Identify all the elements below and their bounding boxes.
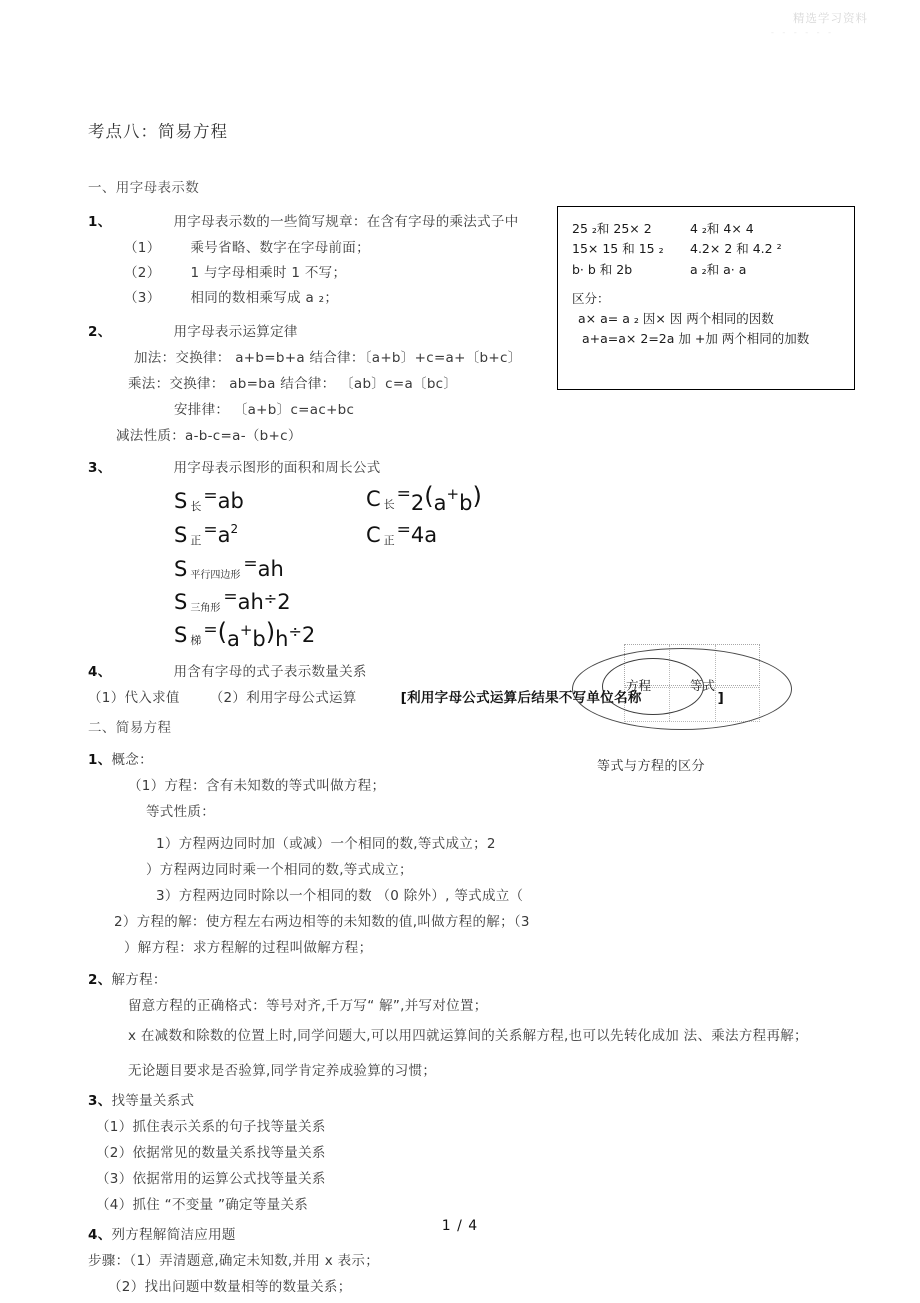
s2-item-2 bbox=[88, 968, 848, 988]
item-1-sub-2 bbox=[88, 261, 848, 281]
infobox-distinguish-line: a× a= a ₂ 因× 因 两个相同的因数 bbox=[578, 311, 774, 326]
item-2-text: 用字母表示运算定律 bbox=[173, 324, 298, 340]
formula-s-trapezoid: S 梯=(a+b)h÷2 bbox=[174, 618, 316, 651]
item-4-subline bbox=[88, 686, 848, 706]
item-2-number: 2、 bbox=[88, 324, 112, 340]
s2-item-1-line-1: （1）方程：含有未知数的等式叫做方程； bbox=[128, 778, 386, 794]
s2-item-1-number: 1、 bbox=[88, 752, 112, 768]
infobox-cell-right: a ₂和 a· a bbox=[690, 261, 747, 277]
item-4-note-close: ] bbox=[717, 690, 725, 706]
section-one-heading: 一、用字母表示数 bbox=[88, 180, 200, 196]
formula-s-parallelogram: S 平行四边形=ah bbox=[174, 554, 284, 581]
item-2 bbox=[88, 320, 848, 340]
s2-item-2-line-3: 无论题目要求是否验算,同学肯定养成验算的习惯； bbox=[128, 1062, 437, 1079]
formula-subscript: 平行四边形 bbox=[190, 570, 241, 581]
item-1 bbox=[88, 210, 848, 230]
item-4-sub-b: （2）利用字母公式运算 bbox=[209, 690, 357, 706]
page-title: 考点八：简易方程 bbox=[88, 122, 228, 141]
s2-item-4-line-2: （2）找出问题中数量相等的数量关系； bbox=[108, 1278, 352, 1295]
formula-subscript: 三角形 bbox=[190, 603, 221, 614]
sub-text: 1 与字母相乘时 1 不写； bbox=[190, 265, 347, 281]
item-2-line-1: 加法：交换律： a+b=b+a 结合律：〔a+b〕+c=a+〔b+c〕 bbox=[134, 350, 522, 366]
formula-subscript: 正 bbox=[383, 534, 395, 547]
sub-number: （2） bbox=[124, 265, 161, 281]
infobox-cell-left: 25 ₂和 25× 2 bbox=[572, 221, 652, 236]
s2-item-2-line-1: 留意方程的正确格式：等号对齐,千万写“ 解”,并写对位置； bbox=[128, 998, 488, 1014]
s2-item-4-line-1: 步骤：（1）弄清题意,确定未知数,并用 x 表示； bbox=[88, 1252, 379, 1269]
s2-item-1-line-2: 等式性质： bbox=[146, 804, 215, 820]
venn-outer-label: 等式 bbox=[690, 678, 716, 693]
item-4-note: [利用字母公式运算后结果不写单位名称 bbox=[400, 690, 642, 706]
item-3-text: 用字母表示图形的面积和周长公式 bbox=[173, 460, 381, 476]
item-1-sub-1 bbox=[88, 236, 848, 256]
s2-item-1-line-3: 1）方程两边同时加（或减）一个相同的数,等式成立；2 bbox=[156, 836, 496, 852]
s2-item-3 bbox=[88, 1089, 848, 1109]
formula-subscript: 长 bbox=[383, 498, 395, 511]
formula-s-triangle: S 三角形=ah÷2 bbox=[174, 587, 291, 614]
infobox-distinguish-line: a+a=a× 2=2a 加 +加 两个相同的加数 bbox=[582, 331, 810, 347]
watermark-text: 精选学习资料 bbox=[793, 11, 868, 25]
s2-item-1-line-4: ）方程两边同时乘一个相同的数,等式成立； bbox=[146, 862, 413, 878]
s2-item-2-text: 解方程： bbox=[111, 972, 167, 988]
s2-item-1-line-7: ）解方程：求方程解的过程叫做解方程； bbox=[124, 940, 373, 956]
infobox-distinguish-label: 区分： bbox=[572, 290, 610, 306]
formula-c-square: C 正=4a bbox=[366, 520, 438, 547]
s2-item-2-line-2 bbox=[88, 1026, 848, 1047]
s2-item-3-text: 找等量关系式 bbox=[111, 1092, 195, 1109]
formula-block bbox=[88, 482, 848, 660]
section-two-heading: 二、简易方程 bbox=[88, 720, 172, 736]
infobox-cell-right: 4.2× 2 和 4.2 ² bbox=[690, 241, 782, 257]
sub-number: （1） bbox=[124, 240, 161, 256]
sub-text: 乘号省略、数字在字母前面； bbox=[190, 240, 370, 256]
s2-item-1-line-5: 3）方程两边同时除以一个相同的数 （0 除外）, 等式成立（ bbox=[156, 888, 524, 904]
formula-subscript: 正 bbox=[190, 534, 202, 547]
formula-subscript: 梯 bbox=[190, 634, 202, 647]
s2-item-4-text: 列方程解简洁应用题 bbox=[111, 1226, 236, 1243]
s2-item-3-number: 3、 bbox=[88, 1092, 112, 1109]
item-2-line-3: 安排律： 〔a+b〕c=ac+bc bbox=[174, 402, 355, 418]
watermark-subtext: - - - - - - bbox=[770, 28, 834, 37]
item-4-text: 用含有字母的式子表示数量关系 bbox=[173, 664, 367, 680]
item-2-line-2: 乘法：交换律： ab=ba 结合律： 〔ab〕c=a〔bc〕 bbox=[128, 376, 458, 392]
s2-item-3-line-3: （3）依据常用的运算公式找等量关系 bbox=[96, 1170, 326, 1187]
sub-number: （3） bbox=[124, 290, 161, 306]
formula-s-square: S 正$^=a^2$ bbox=[174, 520, 239, 547]
s2-item-2-line-2-text: x 在减数和除数的位置上时,同学问题大,可以用四就运算间的关系解方程,也可以先转化成加 法、乘法方程再解； bbox=[128, 1028, 808, 1044]
infobox-cell-left: b· b 和 2b bbox=[572, 261, 633, 277]
document-body bbox=[88, 118, 848, 1301]
item-4 bbox=[88, 660, 848, 680]
s2-item-3-line-1: （1）抓住表示关系的句子找等量关系 bbox=[96, 1118, 326, 1135]
s2-item-4-number: 4、 bbox=[88, 1226, 112, 1243]
item-1-text: 用字母表示数的一些简写规章：在含有字母的乘法式子中 bbox=[173, 214, 519, 230]
formula-subscript: 长 bbox=[190, 500, 202, 513]
s2-item-3-line-4: （4）抓住 “不变量 ”确定等量关系 bbox=[96, 1196, 309, 1213]
item-3-number: 3、 bbox=[88, 460, 112, 476]
s2-item-3-line-2: （2）依据常见的数量关系找等量关系 bbox=[96, 1144, 326, 1161]
venn-caption: 等式与方程的区分 bbox=[597, 759, 706, 774]
infobox-cell-right: 4 ₂和 4× 4 bbox=[690, 221, 754, 236]
s2-item-1-line-6: 2）方程的解：使方程左右两边相等的未知数的值,叫做方程的解；（3 bbox=[114, 914, 530, 930]
item-4-sub-a: （1）代入求值 bbox=[88, 690, 180, 706]
s2-item-2-number: 2、 bbox=[88, 972, 112, 988]
sub-text: 相同的数相乘写成 a ₂； bbox=[190, 290, 339, 306]
formula-c-rectangle: C 长=2(a+b) bbox=[366, 482, 482, 515]
page-number: 1 / 4 bbox=[441, 1218, 479, 1234]
s2-item-1-text: 概念： bbox=[111, 752, 153, 768]
venn-inner-label: 方程 bbox=[626, 678, 652, 693]
item-1-number: 1、 bbox=[88, 214, 112, 230]
item-1-sub-3 bbox=[88, 286, 848, 306]
infobox-cell-left: 15× 15 和 15 ₂ bbox=[572, 241, 664, 257]
item-2-line-4: 减法性质：a-b-c=a-（b+c） bbox=[116, 428, 302, 444]
item-3 bbox=[88, 456, 848, 476]
s2-item-1 bbox=[88, 748, 848, 768]
formula-s-rectangle: S 长=ab bbox=[174, 486, 244, 513]
item-4-number: 4、 bbox=[88, 664, 112, 680]
